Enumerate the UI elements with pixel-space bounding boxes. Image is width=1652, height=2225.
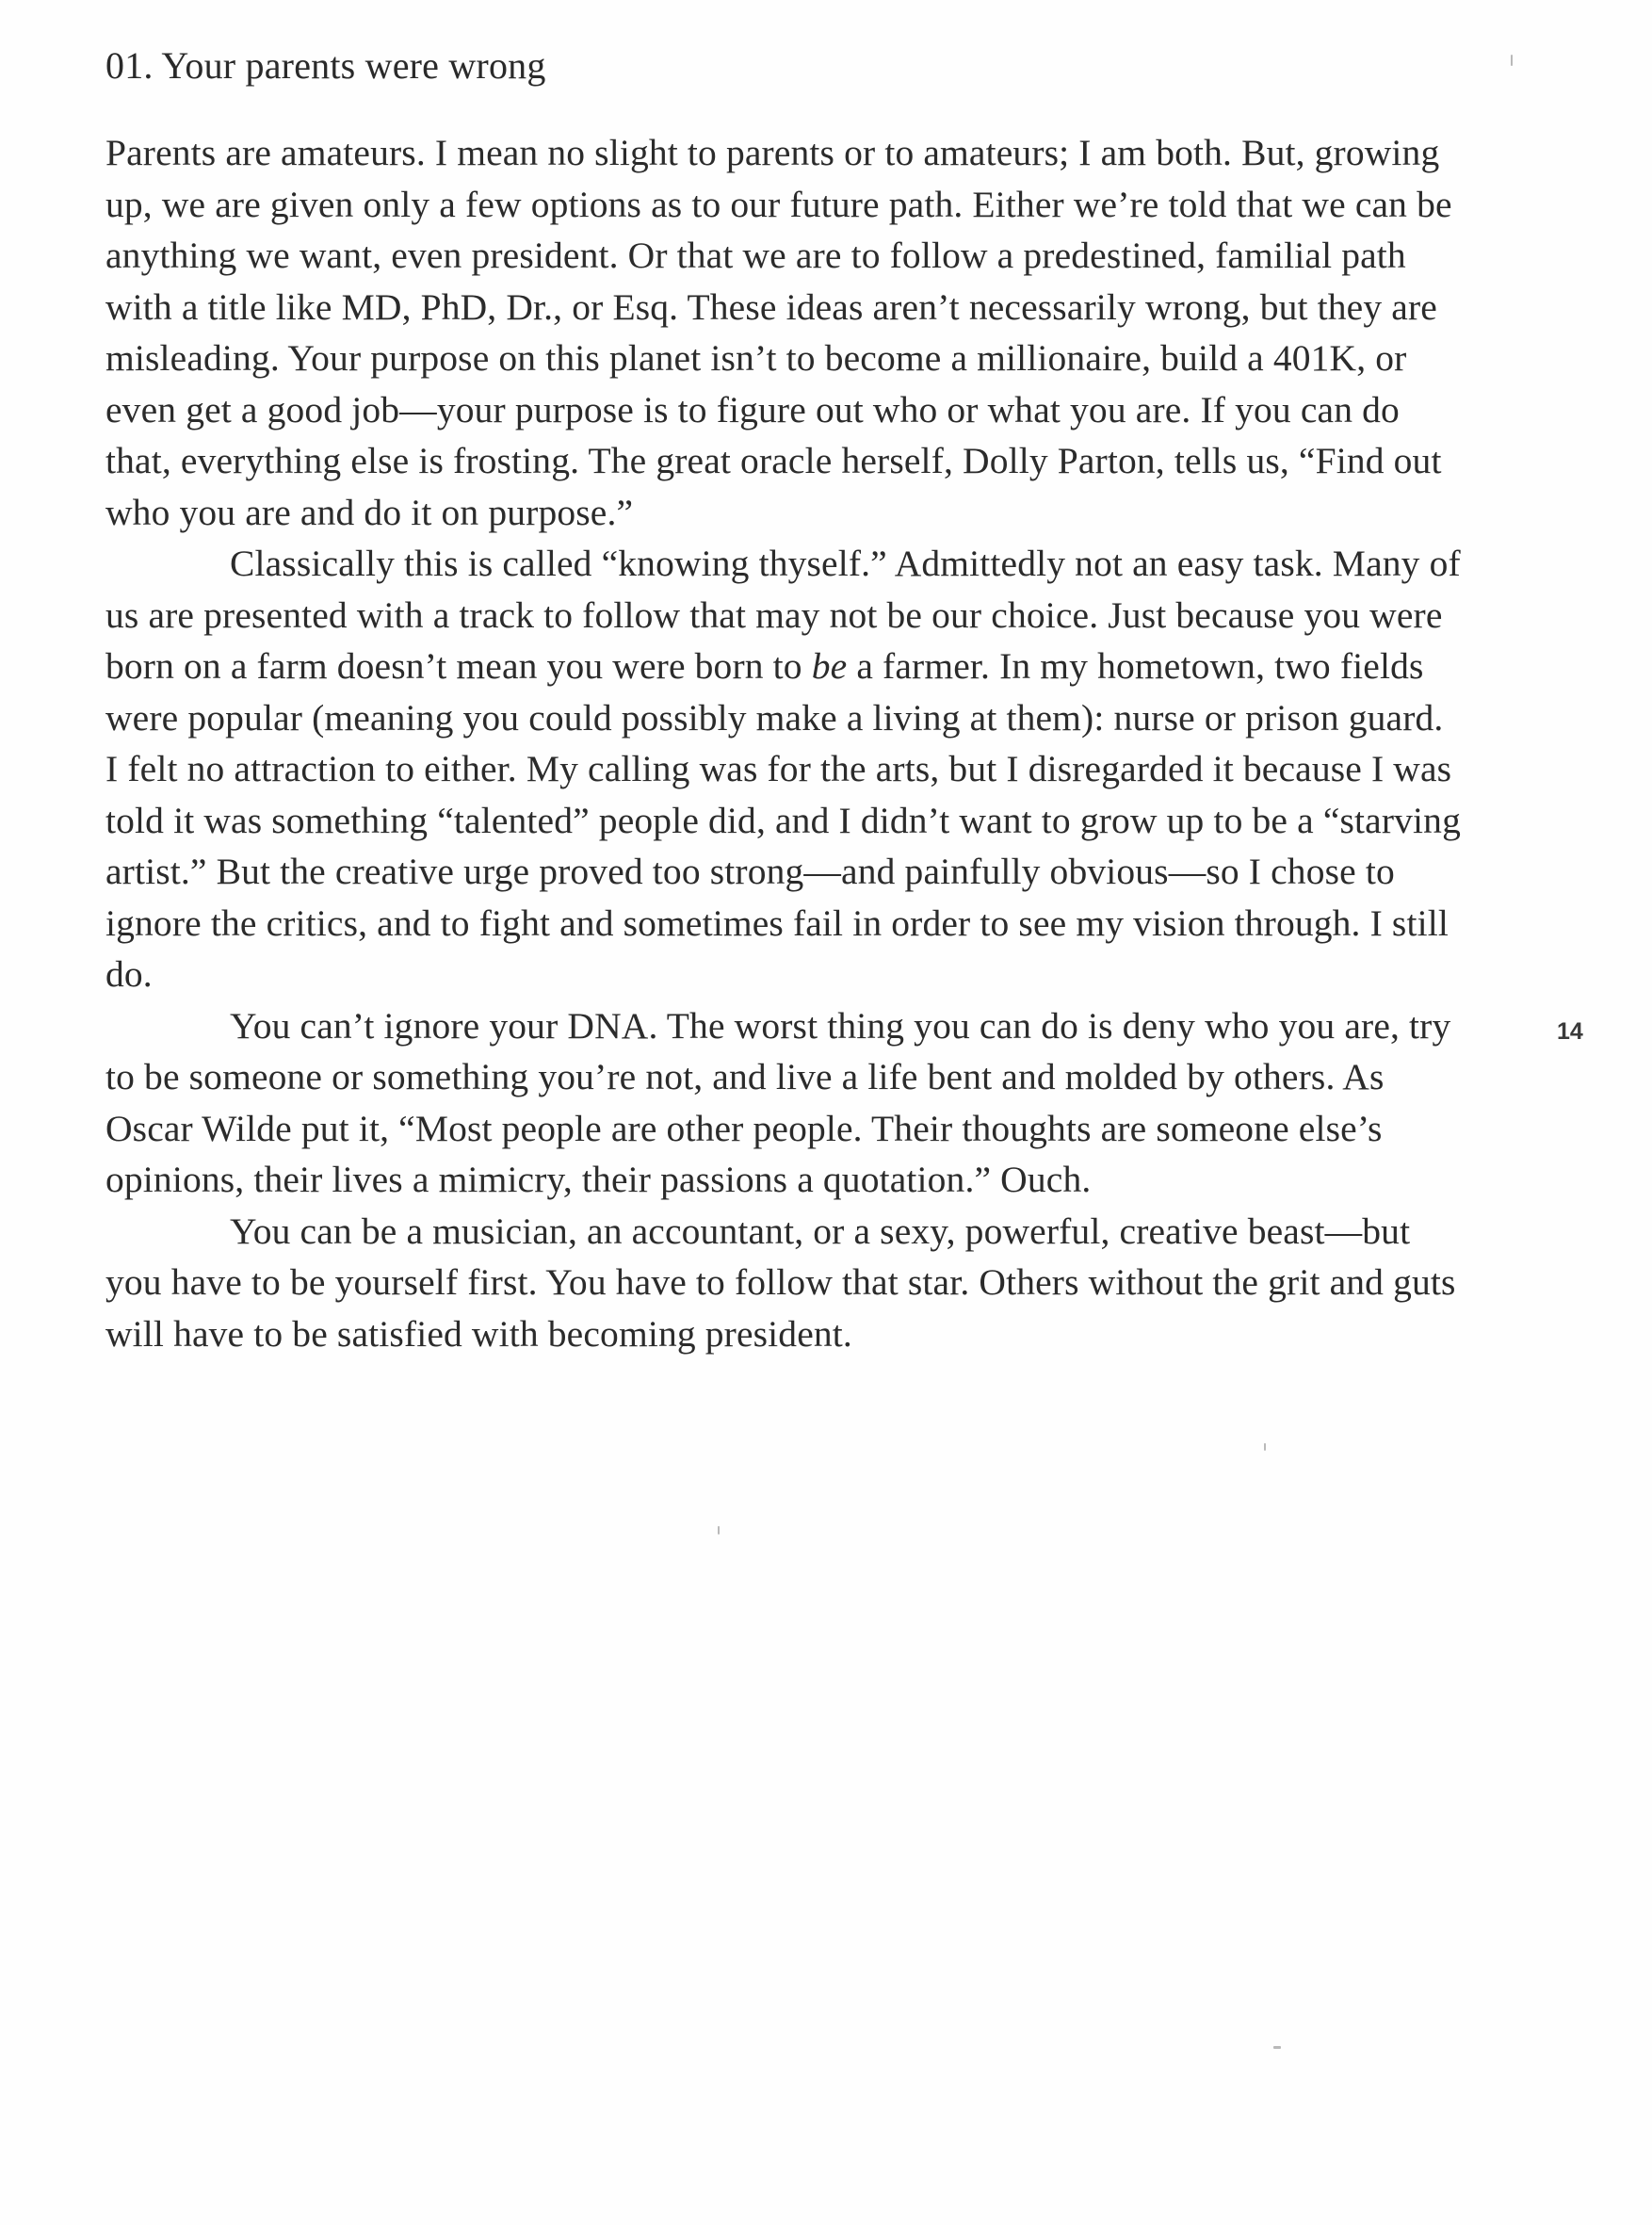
scan-speck — [1264, 1443, 1266, 1451]
paragraph-2-text-start: Classically this is called “knowing thyself.” Admittedly not an easy task. Many of us are presented with a track to follow that may not be our choice. Just because you were born on a farm doesn’t mean you were born to — [105, 543, 1461, 687]
body-text — [105, 127, 1462, 1359]
paragraph-2 — [105, 538, 1462, 1000]
paragraph-2-emphasis: be — [811, 645, 848, 687]
scan-speck — [718, 1526, 720, 1535]
scan-speck — [1511, 55, 1513, 66]
chapter-heading: 01. Your parents were wrong — [105, 44, 546, 87]
page-number: 14 — [1557, 1018, 1583, 1045]
paragraph-3: You can’t ignore your DNA. The worst thing you can do is deny who you are, try to be someone or something you’re not, and live a life bent and molded by others. As Oscar Wilde put it, “Most people are other people. Their thoughts are someone else’s opinions, their lives a mimicry, their passions a quotation.” Ouch. — [105, 1004, 1451, 1200]
paragraph-1: Parents are amateurs. I mean no slight to parents or to amateurs; I am both. But, growing up, we are given only a few options as to our future path. Either we’re told that we can be anything we want, even president. Or that we are to follow a predestined, familial path with a title like MD, PhD, Dr., or Esq. These ideas aren’t necessarily wrong, but they are misleading. Your purpose on this planet isn’t to become a millionaire, build a 401K, or even get a good job—your purpose is to figure out who or what you are. If you can do that, everything else is frosting. The great oracle herself, Dolly Parton, tells us, “Find out who you are and do it on purpose.” — [105, 132, 1452, 533]
paragraph-4: You can be a musician, an accountant, or a sexy, powerful, creative beast—but you have to be yourself first. You have to follow that star. Others without the grit and guts will have to be satisfied with becoming president. — [105, 1210, 1456, 1355]
scan-speck — [1273, 2046, 1281, 2049]
paragraph-2-text-end: a farmer. In my hometown, two fields were popular (meaning you could possibly make a living at them): nurse or prison guard. I felt no attraction to either. My calling was for the arts, but I disregarded it because I was told it was something “talented” people did, and I didn’t want to grow up to be a “starving artist.” But the creative urge proved too strong—and painfully obvious—so I chose to ignore the critics, and to fight and sometimes fail in order to see my vision through. I still do. — [105, 645, 1461, 995]
